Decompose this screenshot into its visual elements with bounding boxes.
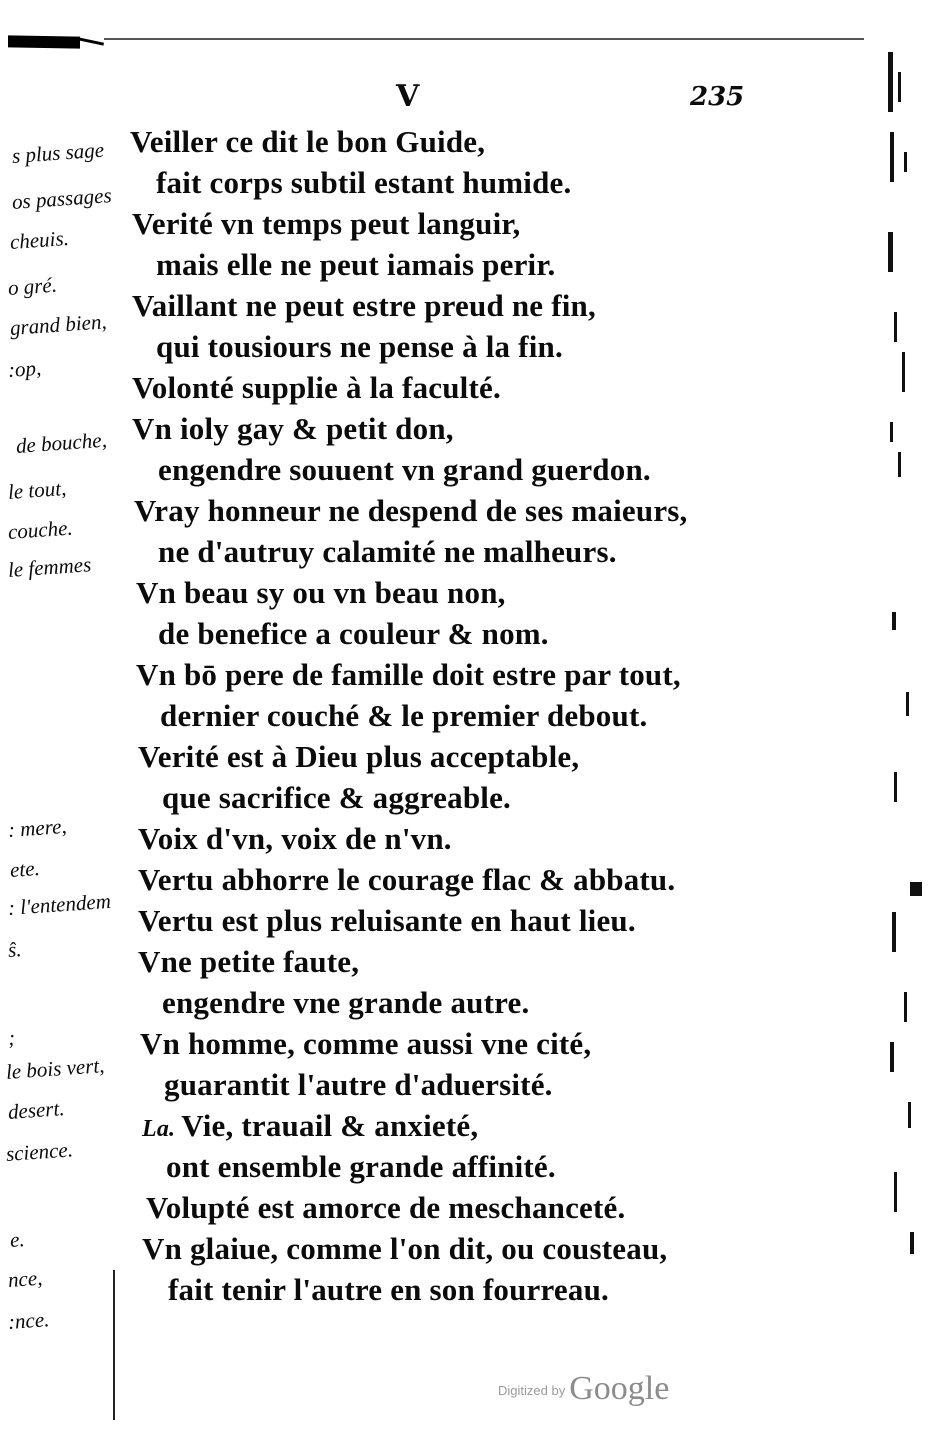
proverb-line: fait tenir l'autre en son fourreau. (168, 1272, 609, 1307)
proverb-line: Veiller ce dit le bon Guide, (130, 124, 486, 159)
proverb-line: Verité vn temps peut languir, (132, 206, 521, 241)
proverb-line (142, 1110, 478, 1141)
proverb-line: ne d'autruy calamité ne malheurs. (158, 534, 617, 569)
proverb-line: Vray honneur ne despend de ses maieurs, (134, 493, 688, 528)
right-edge-speckles (884, 52, 924, 1292)
proverb-line: Vertu abhorre le courage flac & abbatu. (138, 862, 676, 897)
margin-fragment: : mere, (7, 813, 68, 842)
proverb-line: qui tousiours ne pense à la fin. (156, 329, 563, 364)
proverb-line: Voix d'vn, voix de n'vn. (138, 821, 452, 856)
margin-fragment: le femmes (7, 552, 92, 582)
margin-fragment: science. (5, 1137, 74, 1166)
google-watermark (498, 1372, 669, 1406)
margin-fragment: e. (9, 1227, 26, 1252)
google-logo: Google (569, 1370, 670, 1407)
watermark-prefix: Digitized by (498, 1383, 566, 1398)
proverb-line: Vn ioly gay & petit don, (132, 411, 454, 446)
margin-fragment: ŝ. (7, 937, 23, 962)
proverb-line: guarantit l'autre d'aduersité. (164, 1067, 553, 1102)
proverb-line: Vn beau sy ou vn beau non, (136, 575, 506, 610)
margin-fragment: o gré. (7, 272, 58, 300)
proverb-line: mais elle ne peut iamais perir. (156, 247, 556, 282)
proverb-line: Verité est à Dieu plus acceptable, (138, 739, 580, 774)
proverb-line: ont ensemble grande affinité. (166, 1149, 556, 1184)
speaker-marker: La. (142, 1116, 176, 1142)
proverb-line: engendre souuent vn grand guerdon. (158, 452, 651, 487)
margin-fragment: : l'entendem (7, 888, 112, 920)
margin-fragment: desert. (7, 1096, 66, 1124)
margin-fragment: cheuis. (9, 225, 70, 254)
margin-fragment: :nce. (7, 1307, 51, 1334)
proverb-line: fait corps subtil estant humide. (156, 165, 572, 200)
margin-fragment: :op, (7, 355, 42, 382)
margin-fragment: de bouche, (15, 427, 108, 458)
proverb-line-text: Vie, trauail & anxieté, (181, 1108, 479, 1143)
margin-fragment: grand bien, (9, 309, 108, 340)
proverb-line: Vn bō pere de famille doit estre par tout, (136, 657, 681, 692)
gutter-line (113, 1270, 115, 1420)
proverb-line: que sacrifice & aggreable. (162, 780, 511, 815)
margin-fragment: ete. (9, 855, 41, 882)
proverb-line: Vaillant ne peut estre preud ne fin, (132, 288, 596, 323)
margin-fragment: os passages (11, 183, 113, 214)
margin-fragment: s plus sage (11, 137, 105, 168)
margin-fragment: le bois vert, (5, 1053, 106, 1084)
proverb-line: Volonté supplie à la faculté. (132, 370, 501, 405)
page-number: 235 (690, 82, 745, 112)
scan-artifact-tail (78, 37, 104, 45)
proverb-line: dernier couché & le premier debout. (160, 698, 648, 733)
proverb-line: de benefice a couleur & nom. (158, 616, 549, 651)
proverb-line: Vertu est plus reluisante en haut lieu. (138, 903, 636, 938)
proverb-line: Vne petite faute, (138, 944, 360, 979)
proverb-line: Volupté est amorce de meschanceté. (146, 1190, 626, 1225)
margin-fragment: ; (7, 1025, 16, 1050)
margin-fragment: nce, (7, 1265, 44, 1292)
page-top-edge (104, 38, 864, 40)
margin-fragment: couche. (7, 515, 74, 544)
scan-artifact-bar (8, 35, 80, 48)
margin-fragment: le tout, (7, 475, 67, 504)
proverb-line: Vn homme, comme aussi vne cité, (140, 1026, 592, 1061)
proverb-line: Vn glaiue, comme l'on dit, ou cousteau, (142, 1231, 668, 1266)
header-letter: V (396, 79, 420, 114)
proverb-line: engendre vne grande autre. (162, 985, 530, 1020)
